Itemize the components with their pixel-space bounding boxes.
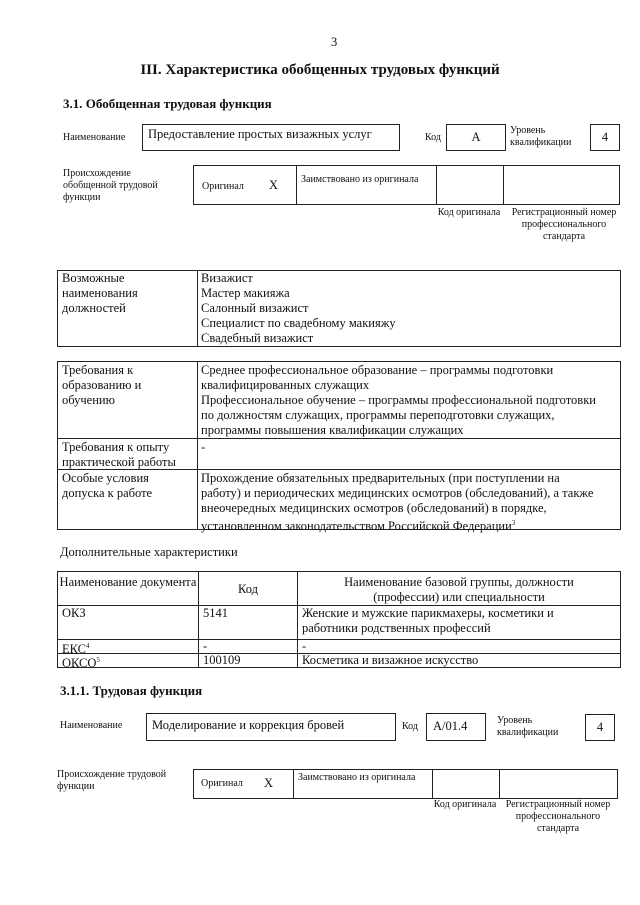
origin-table <box>193 769 618 799</box>
position-item: Мастер макияжа <box>201 286 290 300</box>
requirements-table <box>57 361 621 534</box>
original-label: Оригинал <box>202 181 244 192</box>
education-value: Среднее профессиональное образование – программы подготовки квалифицированных служащих Профессиональное обучение – программы профессиональной подготовки по должностям служащих, программы переподготовки служащих, программы повышения квалификации служащих <box>197 362 621 438</box>
header-document: Наименование документа <box>59 575 197 589</box>
row-code: 100109 <box>198 653 297 667</box>
code-label: Код <box>402 721 418 732</box>
row-code: - <box>198 639 297 653</box>
row-group-name: Косметика и визажное искусство <box>297 653 620 667</box>
header-group-name: Наименование базовой группы, должности (профессии) или специальности <box>297 572 620 605</box>
original-mark: X <box>264 776 274 790</box>
row-doc: ОКСО$^5$ <box>62 656 100 671</box>
row-group-name: Женские и мужские парикмахеры, косметики и работники родственных профессий <box>297 606 620 639</box>
name-label: Наименование <box>63 132 126 143</box>
code-value-field: A <box>446 124 506 151</box>
code-original-cell <box>436 166 503 204</box>
positions-list <box>197 271 396 346</box>
positions-table <box>57 270 621 347</box>
conditions-value: Прохождение обязательных предварительных (при поступлении на работу) и периодических медицинских осмотров (обследований), а также внеочередных медицинских осмотров (обследований) в порядке, установленном законодательством Российской Федерации$^3$ <box>197 470 621 529</box>
row-doc: ЕКС$^4$ <box>62 642 90 657</box>
page-number: 3 <box>331 35 338 49</box>
level-value-field: 4 <box>585 714 615 741</box>
name-value-field: Моделирование и коррекция бровей <box>146 713 396 741</box>
positions-label: Возможные наименования должностей <box>62 271 138 315</box>
experience-label: Требования к опыту практической работы <box>62 440 176 469</box>
header-code: Код <box>198 572 297 605</box>
row-doc: ОКЗ <box>62 606 86 620</box>
conditions-label: Особые условия допуска к работе <box>62 471 153 500</box>
section-title: III. Характеристика обобщенных трудовых функций <box>140 62 500 78</box>
reg-number-label: Регистрационный номер профессионального стандарта <box>505 799 611 834</box>
position-item: Свадебный визажист <box>201 331 314 345</box>
original-mark: X <box>269 178 279 192</box>
reg-number-cell <box>499 770 617 798</box>
name-label: Наименование <box>60 720 123 731</box>
level-value-field: 4 <box>590 124 620 151</box>
origin-table <box>193 165 620 205</box>
position-item: Визажист <box>201 271 253 285</box>
borrowed-label: Заимствовано из оригинала <box>296 166 436 204</box>
name-value-field: Предоставление простых визажных услуг <box>142 124 400 151</box>
position-item: Специалист по свадебному макияжу <box>201 316 396 330</box>
reg-number-cell <box>503 166 620 204</box>
code-label: Код <box>425 132 441 143</box>
code-original-label: Код оригинала <box>437 207 501 218</box>
subsection-heading: 3.1.1. Трудовая функция <box>60 683 203 698</box>
row-code: 5141 <box>198 606 297 639</box>
footnote-mark: 3 <box>511 519 516 527</box>
origin-label: Происхождение трудовой функции <box>57 769 167 792</box>
additional-table <box>57 571 621 671</box>
level-label: Уровень квалификации <box>497 715 559 738</box>
row-group-name: - <box>297 639 620 653</box>
experience-value: - <box>197 439 621 469</box>
level-label: Уровень квалификации <box>510 125 572 148</box>
code-value-field: A/01.4 <box>426 713 486 741</box>
subsection-heading: 3.1. Обобщенная трудовая функция <box>63 96 272 111</box>
code-original-label: Код оригинала <box>433 799 497 810</box>
education-label: Требования к образованию и обучению <box>62 363 142 407</box>
original-label: Оригинал <box>201 778 243 789</box>
position-item: Салонный визажист <box>201 301 309 315</box>
origin-label: Происхождение обобщенной трудовой функции <box>63 168 158 203</box>
code-original-cell <box>432 770 499 798</box>
additional-heading: Дополнительные характеристики <box>60 545 238 559</box>
borrowed-label: Заимствовано из оригинала <box>293 770 432 798</box>
reg-number-label: Регистрационный номер профессионального стандарта <box>511 207 617 242</box>
